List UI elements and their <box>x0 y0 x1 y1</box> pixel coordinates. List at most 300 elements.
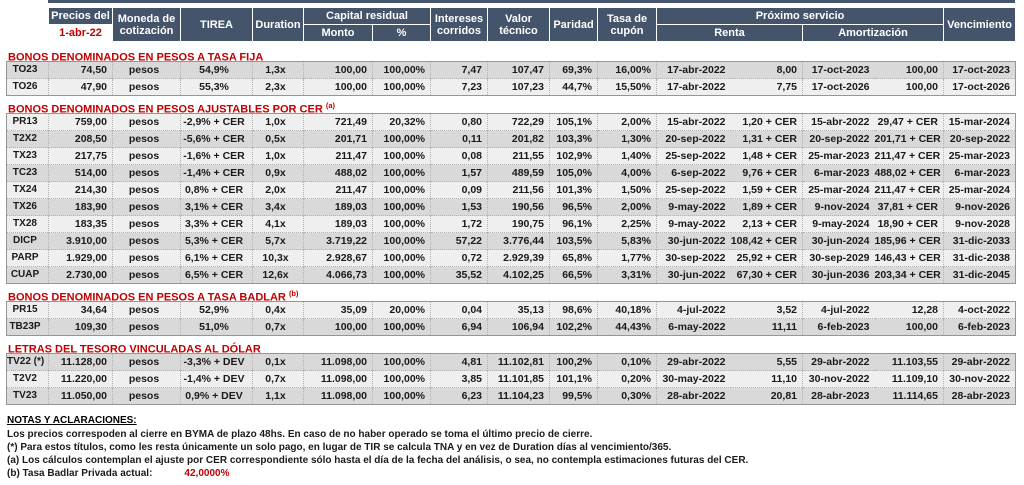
cell-tirea: 51,0% <box>181 319 253 336</box>
table-row <box>7 216 1016 233</box>
cell-intereses: 0,72 <box>431 250 488 267</box>
section-footnote-marker: (b) <box>288 289 299 298</box>
cell-ticker: PR13 <box>7 114 49 131</box>
cell-vencimiento: 6-feb-2023 <box>944 319 1016 336</box>
cell-amort-monto: 12,28 <box>911 304 938 316</box>
cell-cupon: 3,31% <box>598 267 657 284</box>
cell-vencimiento: 20-sep-2022 <box>944 131 1016 148</box>
bond-section <box>6 99 1016 284</box>
cell-amort-fecha: 20-sep-2022 <box>803 131 875 148</box>
bond-table <box>6 61 1016 96</box>
note-line-precios: Los precios correspoden al cierre en BYMA de plazo 48hs. En caso de no haber operado se toma el último precio de cierre. <box>7 429 593 440</box>
cell-pct: 100,00% <box>373 250 431 267</box>
cell-precio: 3.910,00 <box>49 233 113 250</box>
col-header-capital-residual: Capital residual <box>304 8 431 25</box>
cell-amort-monto: 185,96 + CER <box>875 233 944 250</box>
cell-intereses: 7,47 <box>431 62 488 79</box>
cell-intereses: 0,09 <box>431 182 488 199</box>
bond-table <box>6 301 1016 336</box>
cell-pct: 100,00% <box>373 182 431 199</box>
badlar-label: (b) Tasa Badlar Privada actual: <box>7 468 153 479</box>
cell-amort-monto: 100,00 <box>875 79 944 96</box>
cell-renta-monto: 25,92 + CER <box>731 250 803 267</box>
cell-cupon: 16,00% <box>598 62 657 79</box>
col-header-tirea: TIREA <box>181 8 253 42</box>
cell-duration: 0,7x <box>253 371 304 388</box>
cell-cupon: 1,30% <box>598 131 657 148</box>
table-row <box>7 199 1016 216</box>
cell-renta-fecha: 25-sep-2022 <box>657 182 731 199</box>
cell-precio: 514,00 <box>49 165 113 182</box>
cell-cupon: 40,18% <box>598 302 657 319</box>
cell-duration: 0,5x <box>253 131 304 148</box>
cell-renta-fecha: 9-may-2022 <box>657 199 731 216</box>
cell-valor-tecnico: 190,56 <box>488 199 550 216</box>
cell-moneda: pesos <box>113 62 181 79</box>
cell-amort-monto: 11.109,10 <box>875 371 944 388</box>
cell-duration: 4,1x <box>253 216 304 233</box>
cell-paridad: 69,3% <box>550 62 598 79</box>
cell-precio: 759,00 <box>49 114 113 131</box>
cell-tirea: 0,9% + DEV <box>181 388 253 405</box>
cell-ticker: T2V2 <box>7 371 49 388</box>
cell-paridad: 65,8% <box>550 250 598 267</box>
badlar-rate-value: 42,0000% <box>184 468 230 479</box>
cell-vencimiento: 31-dic-2045 <box>944 267 1016 284</box>
cell-valor-tecnico: 722,29 <box>488 114 550 131</box>
cell-vencimiento: 15-mar-2024 <box>944 114 1016 131</box>
cell-precio: 183,90 <box>49 199 113 216</box>
cell-vencimiento: 28-abr-2023 <box>944 388 1016 405</box>
cell-renta-fecha: 4-jul-2022 <box>657 302 731 319</box>
cell-amort-fecha: 25-mar-2023 <box>803 148 875 165</box>
section-footnote-marker: (a) <box>325 101 335 110</box>
section-title: LETRAS DEL TESORO VINCULADAS AL DÓLAR <box>8 343 261 356</box>
table-row <box>7 62 1016 79</box>
cell-tirea: 3,3% + CER <box>181 216 253 233</box>
cell-monto: 211,47 <box>304 148 373 165</box>
cell-renta-monto: 1,31 + CER <box>731 131 803 148</box>
cell-vencimiento: 29-abr-2022 <box>944 354 1016 371</box>
cell-paridad: 100,2% <box>550 354 598 371</box>
cell-ticker: TX26 <box>7 199 49 216</box>
cell-amort-monto: 488,02 + CER <box>875 165 944 182</box>
cell-vencimiento: 25-mar-2023 <box>944 148 1016 165</box>
cell-amort-monto: 211,47 + CER <box>875 148 944 165</box>
cell-cupon: 2,00% <box>598 199 657 216</box>
cell-renta-monto: 1,89 + CER <box>731 199 803 216</box>
cell-renta-monto: 108,42 + CER <box>731 233 803 250</box>
cell-duration: 3,4x <box>253 199 304 216</box>
cell-amort-monto: 11.114,65 <box>875 388 944 405</box>
cell-pct: 20,32% <box>373 114 431 131</box>
cell-ticker: TO26 <box>7 79 49 96</box>
cell-monto: 100,00 <box>304 319 373 336</box>
table-row <box>7 233 1016 250</box>
cell-moneda: pesos <box>113 371 181 388</box>
cell-monto: 3.719,22 <box>304 233 373 250</box>
cell-monto: 11.098,00 <box>304 388 373 405</box>
col-header-vencimiento: Vencimiento <box>944 8 1016 42</box>
cell-monto: 201,71 <box>304 131 373 148</box>
cell-renta-monto: 8,00 <box>776 64 797 76</box>
cell-moneda: pesos <box>113 131 181 148</box>
col-header-duration: Duration <box>253 8 304 42</box>
cell-paridad: 105,0% <box>550 165 598 182</box>
cell-amort-monto: 100,00 <box>875 319 944 336</box>
cell-renta-fecha: 6-may-2022 <box>657 319 731 336</box>
cell-renta-fecha: 28-abr-2022 <box>657 388 731 405</box>
cell-amort-fecha: 4-jul-2022 <box>803 302 875 319</box>
cell-amort-fecha: 30-jun-2024 <box>803 233 875 250</box>
cell-amort-monto: 100,00 <box>905 64 938 76</box>
col-header-intereses: Intereses corridos <box>431 8 488 42</box>
cell-tirea: -1,4% + DEV <box>181 371 253 388</box>
cell-paridad: 96,5% <box>550 199 598 216</box>
cell-intereses: 0,11 <box>431 131 488 148</box>
cell-monto: 11.098,00 <box>304 354 373 371</box>
col-header-tasa-cupon: Tasa de cupón <box>598 8 657 42</box>
cell-renta-monto: 1,59 + CER <box>731 182 803 199</box>
cell-tirea: 55,3% <box>181 79 253 96</box>
cell-renta-monto: 11,11 <box>731 319 803 336</box>
col-header-amortizacion: Amortización <box>803 25 944 42</box>
bond-section <box>6 287 1016 336</box>
cell-renta-monto: 2,13 + CER <box>731 216 803 233</box>
cell-tirea: 0,8% + CER <box>181 182 253 199</box>
cell-paridad: 99,5% <box>550 388 598 405</box>
cell-precio: 208,50 <box>49 131 113 148</box>
cell-renta-fecha: 30-jun-2022 <box>657 267 731 284</box>
cell-amort-monto: 203,34 + CER <box>875 267 944 284</box>
cell-paridad: 101,3% <box>550 182 598 199</box>
cell-duration: 0,9x <box>253 165 304 182</box>
cell-paridad: 98,6% <box>550 302 598 319</box>
cell-amort-fecha: 6-feb-2023 <box>803 319 875 336</box>
cell-vencimiento: 30-nov-2022 <box>944 371 1016 388</box>
cell-precio: 11.128,00 <box>49 354 113 371</box>
cell-moneda: pesos <box>113 250 181 267</box>
cell-valor-tecnico: 3.776,44 <box>488 233 550 250</box>
cell-tirea: 6,5% + CER <box>181 267 253 284</box>
cell-valor-tecnico: 107,47 <box>488 62 550 79</box>
cell-monto: 100,00 <box>304 79 373 96</box>
cell-paridad: 102,2% <box>550 319 598 336</box>
cell-valor-tecnico: 201,82 <box>488 131 550 148</box>
cell-renta-fecha: 29-abr-2022 <box>657 354 731 371</box>
cell-duration: 1,0x <box>253 148 304 165</box>
cell-paridad: 44,7% <box>550 79 598 96</box>
cell-pct: 100,00% <box>373 131 431 148</box>
cell-intereses: 0,08 <box>431 148 488 165</box>
cell-intereses: 6,94 <box>431 319 488 336</box>
cell-vencimiento: 9-nov-2026 <box>944 199 1016 216</box>
cell-amort-fecha: 29-abr-2022 <box>803 354 875 371</box>
cell-vencimiento: 25-mar-2024 <box>944 182 1016 199</box>
cell-valor-tecnico: 211,56 <box>488 182 550 199</box>
cell-precio: 109,30 <box>49 319 113 336</box>
cell-duration: 1,0x <box>253 114 304 131</box>
table-header <box>48 7 1016 42</box>
col-header-proximo-servicio: Próximo servicio <box>657 8 944 25</box>
col-header-precios-del: Precios del <box>49 8 113 25</box>
cell-ticker: TV23 <box>7 388 49 405</box>
cell-renta-monto: 7,75 <box>731 79 803 96</box>
cell-paridad: 101,1% <box>550 371 598 388</box>
cell-cupon: 0,30% <box>598 388 657 405</box>
cell-cupon: 44,43% <box>598 319 657 336</box>
cell-amort-fecha: 25-mar-2024 <box>803 182 875 199</box>
cell-renta-fecha: 30-may-2022 <box>657 371 731 388</box>
cell-tirea: 52,9% <box>181 302 253 319</box>
cell-amort-fecha: 30-sep-2029 <box>803 250 875 267</box>
cell-renta-monto: 3,52 <box>776 304 797 316</box>
cell-cupon: 4,00% <box>598 165 657 182</box>
cell-valor-tecnico: 190,75 <box>488 216 550 233</box>
cell-cupon: 0,20% <box>598 371 657 388</box>
col-header-pct: % <box>373 25 431 42</box>
cell-tirea: 3,1% + CER <box>181 199 253 216</box>
cell-precio: 11.050,00 <box>49 388 113 405</box>
cell-amort-monto: 37,81 + CER <box>875 199 944 216</box>
cell-moneda: pesos <box>113 182 181 199</box>
col-header-renta: Renta <box>657 25 803 42</box>
cell-pct: 20,00% <box>373 302 431 319</box>
table-row <box>7 114 1016 131</box>
section-title: BONOS DENOMINADOS EN PESOS A TASA BADLAR $^{(b)}$ <box>8 289 299 304</box>
cell-monto: 2.928,67 <box>304 250 373 267</box>
cell-valor-tecnico: 11.102,81 <box>488 354 550 371</box>
cell-vencimiento: 17-oct-2026 <box>944 79 1016 96</box>
cell-vencimiento: 9-nov-2028 <box>944 216 1016 233</box>
cell-amort-fecha: 9-may-2024 <box>803 216 875 233</box>
cell-tirea: 6,1% + CER <box>181 250 253 267</box>
cell-tirea: -1,4% + CER <box>181 165 253 182</box>
cell-precio: 74,50 <box>49 62 113 79</box>
cell-precio: 183,35 <box>49 216 113 233</box>
col-header-moneda: Moneda de cotización <box>113 8 181 42</box>
cell-duration: 0,7x <box>253 319 304 336</box>
cell-ticker: PARP <box>7 250 49 267</box>
cell-vencimiento: 6-mar-2023 <box>944 165 1016 182</box>
cell-ticker: TX28 <box>7 216 49 233</box>
cell-cupon: 15,50% <box>598 79 657 96</box>
cell-intereses: 3,85 <box>431 371 488 388</box>
cell-duration: 1,3x <box>253 62 304 79</box>
cell-monto: 189,03 <box>304 216 373 233</box>
note-line-cer: (a) Los cálculos contemplan el ajuste por CER correspondiente sólo hasta el día de la fecha del análisis, o sea, no contempla estimaciones futuras del CER. <box>7 455 749 466</box>
cell-renta-fecha: 6-sep-2022 <box>657 165 731 182</box>
cell-intereses: 7,23 <box>431 79 488 96</box>
cell-amort-monto: 18,90 + CER <box>875 216 944 233</box>
cell-amort-fecha: 6-mar-2023 <box>803 165 875 182</box>
cell-paridad: 102,9% <box>550 148 598 165</box>
table-row <box>7 79 1016 96</box>
col-header-paridad: Paridad <box>550 8 598 42</box>
cell-precio: 217,75 <box>49 148 113 165</box>
cell-paridad: 96,1% <box>550 216 598 233</box>
top-border-bar <box>48 0 1015 3</box>
cell-valor-tecnico: 2.929,39 <box>488 250 550 267</box>
cell-moneda: pesos <box>113 165 181 182</box>
cell-moneda: pesos <box>113 216 181 233</box>
bond-section <box>6 339 1016 405</box>
cell-duration: 12,6x <box>253 267 304 284</box>
cell-pct: 100,00% <box>373 62 431 79</box>
table-row <box>7 182 1016 199</box>
cell-monto: 35,09 <box>304 302 373 319</box>
table-row <box>7 267 1016 284</box>
table-row <box>7 354 1016 371</box>
cell-intereses: 1,72 <box>431 216 488 233</box>
cell-pct: 100,00% <box>373 79 431 96</box>
cell-renta-monto: 11,10 <box>731 371 803 388</box>
cell-cupon: 5,83% <box>598 233 657 250</box>
cell-moneda: pesos <box>113 199 181 216</box>
cell-moneda: pesos <box>113 267 181 284</box>
cell-pct: 100,00% <box>373 199 431 216</box>
cell-precio: 2.730,00 <box>49 267 113 284</box>
bond-table <box>6 113 1016 284</box>
table-row <box>7 148 1016 165</box>
cell-amort-monto: 11.103,55 <box>891 356 938 368</box>
cell-monto: 4.066,73 <box>304 267 373 284</box>
cell-tirea: -2,9% + CER <box>181 114 253 131</box>
cell-cupon: 1,40% <box>598 148 657 165</box>
notes-title: NOTAS Y ACLARACIONES: <box>7 415 137 426</box>
cell-renta-fecha: 17-abr-2022 <box>657 62 731 79</box>
header-fecha-precios: 1-abr-22 <box>49 25 113 42</box>
cell-renta-monto: 67,30 + CER <box>731 267 803 284</box>
cell-pct: 100,00% <box>373 371 431 388</box>
cell-valor-tecnico: 211,55 <box>488 148 550 165</box>
cell-valor-tecnico: 107,23 <box>488 79 550 96</box>
table-row <box>7 250 1016 267</box>
cell-tirea: 5,3% + CER <box>181 233 253 250</box>
cell-ticker: CUAP <box>7 267 49 284</box>
cell-moneda: pesos <box>113 354 181 371</box>
table-row <box>7 371 1016 388</box>
cell-monto: 488,02 <box>304 165 373 182</box>
cell-pct: 100,00% <box>373 319 431 336</box>
cell-valor-tecnico: 11.104,23 <box>488 388 550 405</box>
cell-ticker: TX24 <box>7 182 49 199</box>
cell-tirea: 54,9% <box>181 62 253 79</box>
cell-paridad: 66,5% <box>550 267 598 284</box>
cell-valor-tecnico: 4.102,25 <box>488 267 550 284</box>
cell-intereses: 4,81 <box>431 354 488 371</box>
cell-pct: 100,00% <box>373 388 431 405</box>
table-row <box>7 388 1016 405</box>
cell-tirea: -3,3% + DEV <box>181 354 253 371</box>
cell-pct: 100,00% <box>373 216 431 233</box>
cell-renta-fecha: 17-abr-2022 <box>657 79 731 96</box>
cell-valor-tecnico: 106,94 <box>488 319 550 336</box>
cell-ticker: T2X2 <box>7 131 49 148</box>
cell-renta-fecha: 9-may-2022 <box>657 216 731 233</box>
notes-block <box>7 414 1007 480</box>
cell-valor-tecnico: 35,13 <box>488 302 550 319</box>
cell-amort-fecha: 28-abr-2023 <box>803 388 875 405</box>
cell-vencimiento: 31-dic-2033 <box>944 233 1016 250</box>
cell-pct: 100,00% <box>373 267 431 284</box>
cell-moneda: pesos <box>113 388 181 405</box>
cell-renta-fecha: 30-jun-2022 <box>657 233 731 250</box>
cell-moneda: pesos <box>113 148 181 165</box>
cell-paridad: 103,3% <box>550 131 598 148</box>
bond-sections <box>6 44 1016 405</box>
cell-precio: 34,64 <box>49 302 113 319</box>
cell-moneda: pesos <box>113 114 181 131</box>
cell-amort-monto: 211,47 + CER <box>875 182 944 199</box>
col-header-valor-tecnico: Valor técnico <box>488 8 550 42</box>
cell-duration: 2,0x <box>253 182 304 199</box>
cell-ticker: TC23 <box>7 165 49 182</box>
cell-amort-fecha: 15-abr-2022 <box>803 114 875 131</box>
cell-monto: 189,03 <box>304 199 373 216</box>
table-row <box>7 165 1016 182</box>
cell-moneda: pesos <box>113 302 181 319</box>
cell-amort-monto: 201,71 + CER <box>875 131 944 148</box>
cell-ticker: TV22 (*) <box>7 354 49 371</box>
cell-duration: 1,1x <box>253 388 304 405</box>
cell-intereses: 6,23 <box>431 388 488 405</box>
cell-amort-monto: 29,47 + CER <box>877 116 938 128</box>
table-row <box>7 302 1016 319</box>
cell-duration: 0,1x <box>253 354 304 371</box>
cell-renta-monto: 5,55 <box>776 356 797 368</box>
cell-duration: 0,4x <box>253 302 304 319</box>
cell-renta-monto: 1,48 + CER <box>731 148 803 165</box>
cell-precio: 11.220,00 <box>49 371 113 388</box>
cell-moneda: pesos <box>113 79 181 96</box>
cell-amort-monto: 146,43 + CER <box>875 250 944 267</box>
cell-pct: 100,00% <box>373 233 431 250</box>
cell-cupon: 2,25% <box>598 216 657 233</box>
cell-tirea: -1,6% + CER <box>181 148 253 165</box>
cell-cupon: 1,77% <box>598 250 657 267</box>
cell-moneda: pesos <box>113 233 181 250</box>
cell-paridad: 103,5% <box>550 233 598 250</box>
table-row <box>7 131 1016 148</box>
table-row <box>7 319 1016 336</box>
section-title: BONOS DENOMINADOS EN PESOS A TASA FIJA <box>8 51 264 64</box>
cell-moneda: pesos <box>113 319 181 336</box>
cell-renta-monto: 1,20 + CER <box>742 116 797 128</box>
cell-ticker: TO23 <box>7 62 49 79</box>
cell-monto: 100,00 <box>304 62 373 79</box>
cell-pct: 100,00% <box>373 165 431 182</box>
cell-vencimiento: 17-oct-2023 <box>944 62 1016 79</box>
cell-precio: 214,30 <box>49 182 113 199</box>
cell-renta-fecha: 15-abr-2022 <box>657 114 731 131</box>
cell-intereses: 35,52 <box>431 267 488 284</box>
cell-ticker: TX23 <box>7 148 49 165</box>
cell-amort-fecha: 17-oct-2023 <box>803 62 875 79</box>
cell-tirea: -5,6% + CER <box>181 131 253 148</box>
cell-amort-fecha: 30-nov-2022 <box>803 371 875 388</box>
cell-valor-tecnico: 489,59 <box>488 165 550 182</box>
note-line-asterisco: (*) Para estos títulos, como les resta únicamente un solo pago, en lugar de TIR se calcula TNA y en vez de Duration días al vencimiento/365. <box>7 442 672 453</box>
cell-paridad: 105,1% <box>550 114 598 131</box>
cell-ticker: DICP <box>7 233 49 250</box>
cell-valor-tecnico: 11.101,85 <box>488 371 550 388</box>
cell-duration: 2,3x <box>253 79 304 96</box>
cell-amort-fecha: 9-nov-2024 <box>803 199 875 216</box>
cell-pct: 100,00% <box>373 148 431 165</box>
cell-monto: 211,47 <box>304 182 373 199</box>
cell-intereses: 0,04 <box>431 302 488 319</box>
